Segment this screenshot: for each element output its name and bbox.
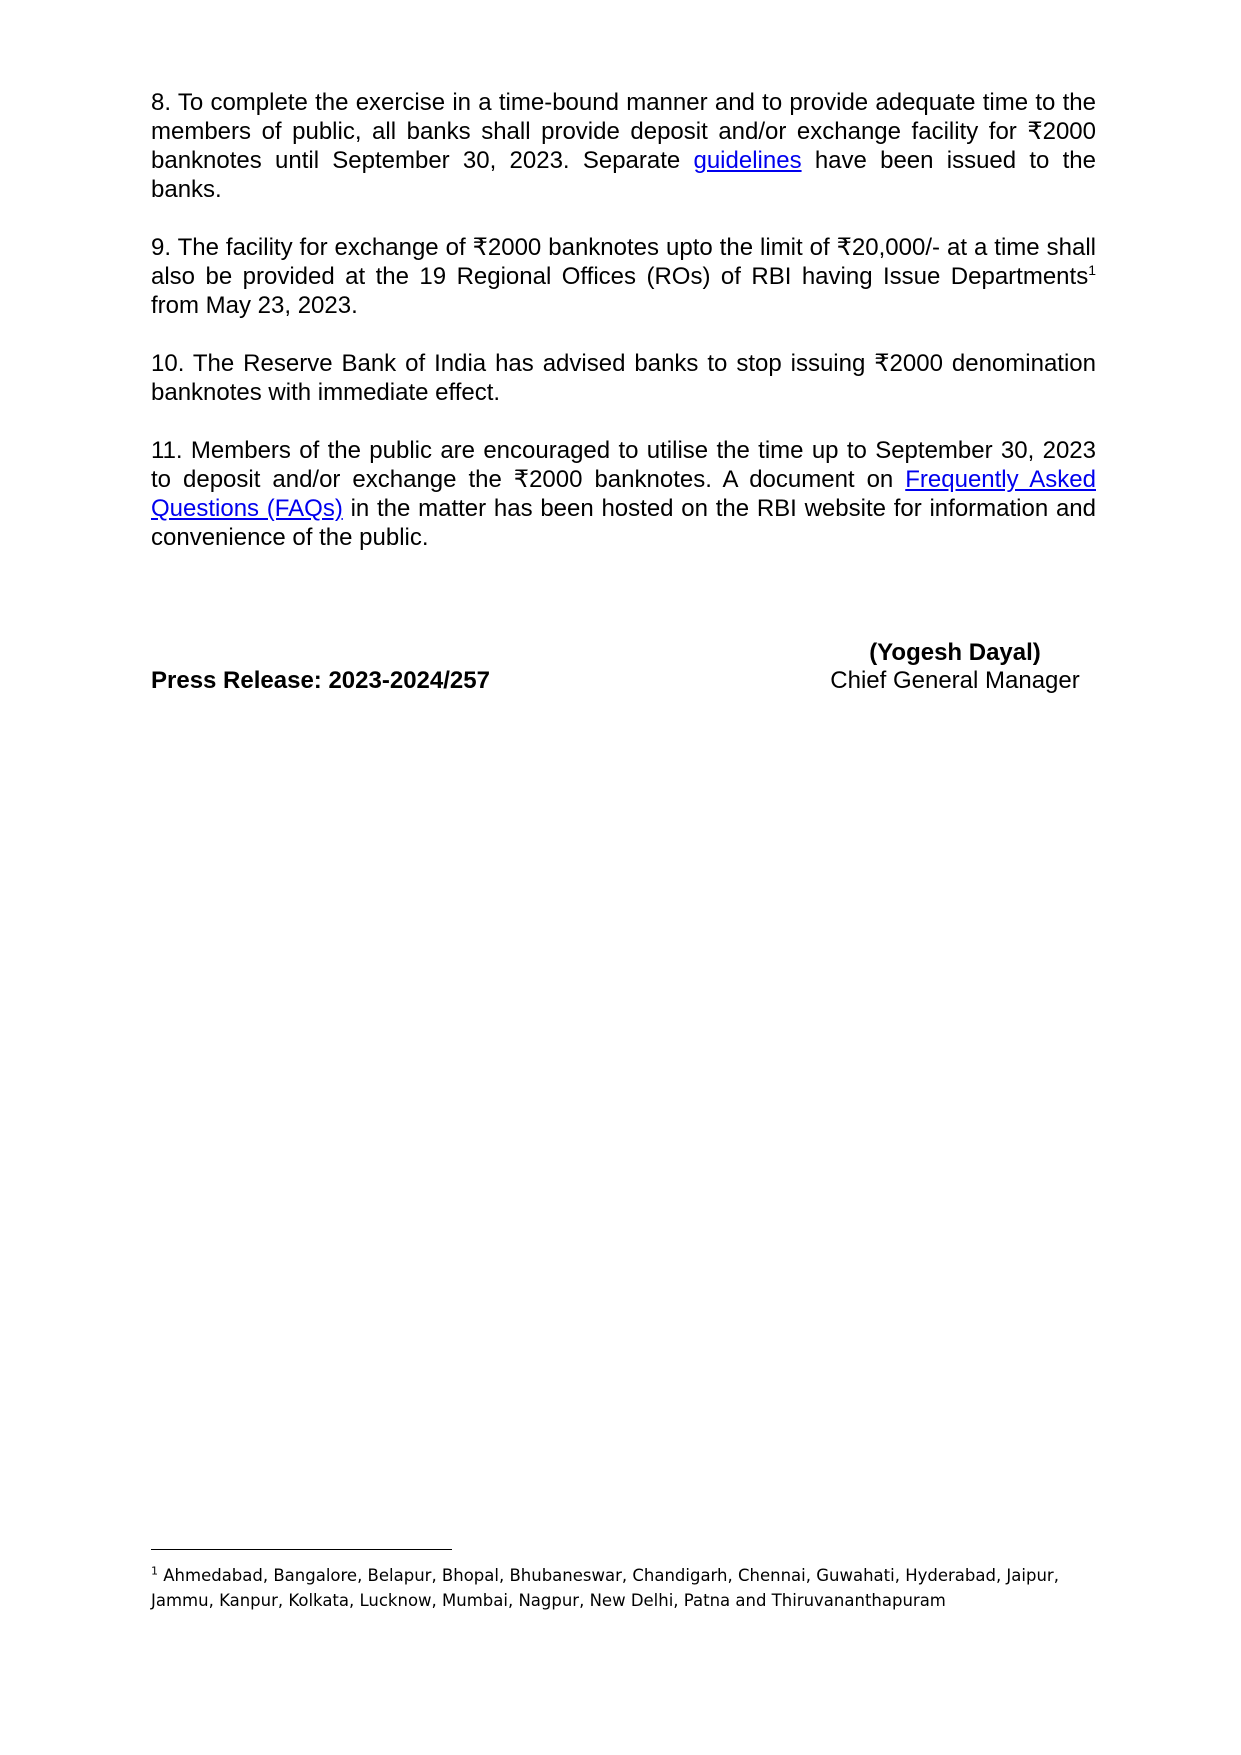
paragraph-9 xyxy=(151,233,1096,320)
faq-link[interactable]: Frequently Asked Questions (FAQs) xyxy=(151,466,1096,522)
press-release-number: Press Release: 2023-2024/257 xyxy=(151,667,490,694)
footnote-reference: 1 xyxy=(1088,262,1096,278)
paragraph-11-text-end: in the matter has been hosted on the RBI website for information and convenience of the public. xyxy=(151,495,1096,551)
footnote xyxy=(151,1563,1096,1613)
body-content xyxy=(151,88,1096,581)
paragraph-9-text: 9. The facility for exchange of ₹2000 banknotes upto the limit of ₹20,000/- at a time shall also be provided at the 19 Regional Offices (ROs) of RBI having Issue Departments xyxy=(151,234,1096,290)
signatory-title: Chief General Manager xyxy=(830,667,1080,694)
footnote-separator xyxy=(151,1549,452,1550)
paragraph-9-text-end: from May 23, 2023. xyxy=(151,292,358,319)
guidelines-link[interactable]: guidelines xyxy=(693,147,802,174)
footnote-marker: 1 xyxy=(151,1564,158,1578)
paragraph-8 xyxy=(151,88,1096,204)
signatory-name: (Yogesh Dayal) xyxy=(869,639,1041,666)
paragraph-10: 10. The Reserve Bank of India has advised banks to stop issuing ₹2000 denomination banknotes with immediate effect. xyxy=(151,350,1096,406)
footnote-text: Ahmedabad, Bangalore, Belapur, Bhopal, Bhubaneswar, Chandigarh, Chennai, Guwahati, Hyderabad, Jaipur, Jammu, Kanpur, Kolkata, Lucknow, Mumbai, Nagpur, New Delhi, Patna and Thiruvananthapuram xyxy=(151,1566,1059,1610)
paragraph-8-text-end: have been issued to the banks. xyxy=(151,147,1096,203)
paragraph-8-text: 8. To complete the exercise in a time-bound manner and to provide adequate time to the members of public, all banks shall provide deposit and/or exchange facility for ₹2000 banknotes until September 30, 2023. Separate xyxy=(151,89,1096,174)
paragraph-11 xyxy=(151,436,1096,552)
paragraph-11-text: 11. Members of the public are encouraged to utilise the time up to September 30, 2023 to deposit and/or exchange the ₹2000 banknotes. A document on xyxy=(151,437,1096,493)
